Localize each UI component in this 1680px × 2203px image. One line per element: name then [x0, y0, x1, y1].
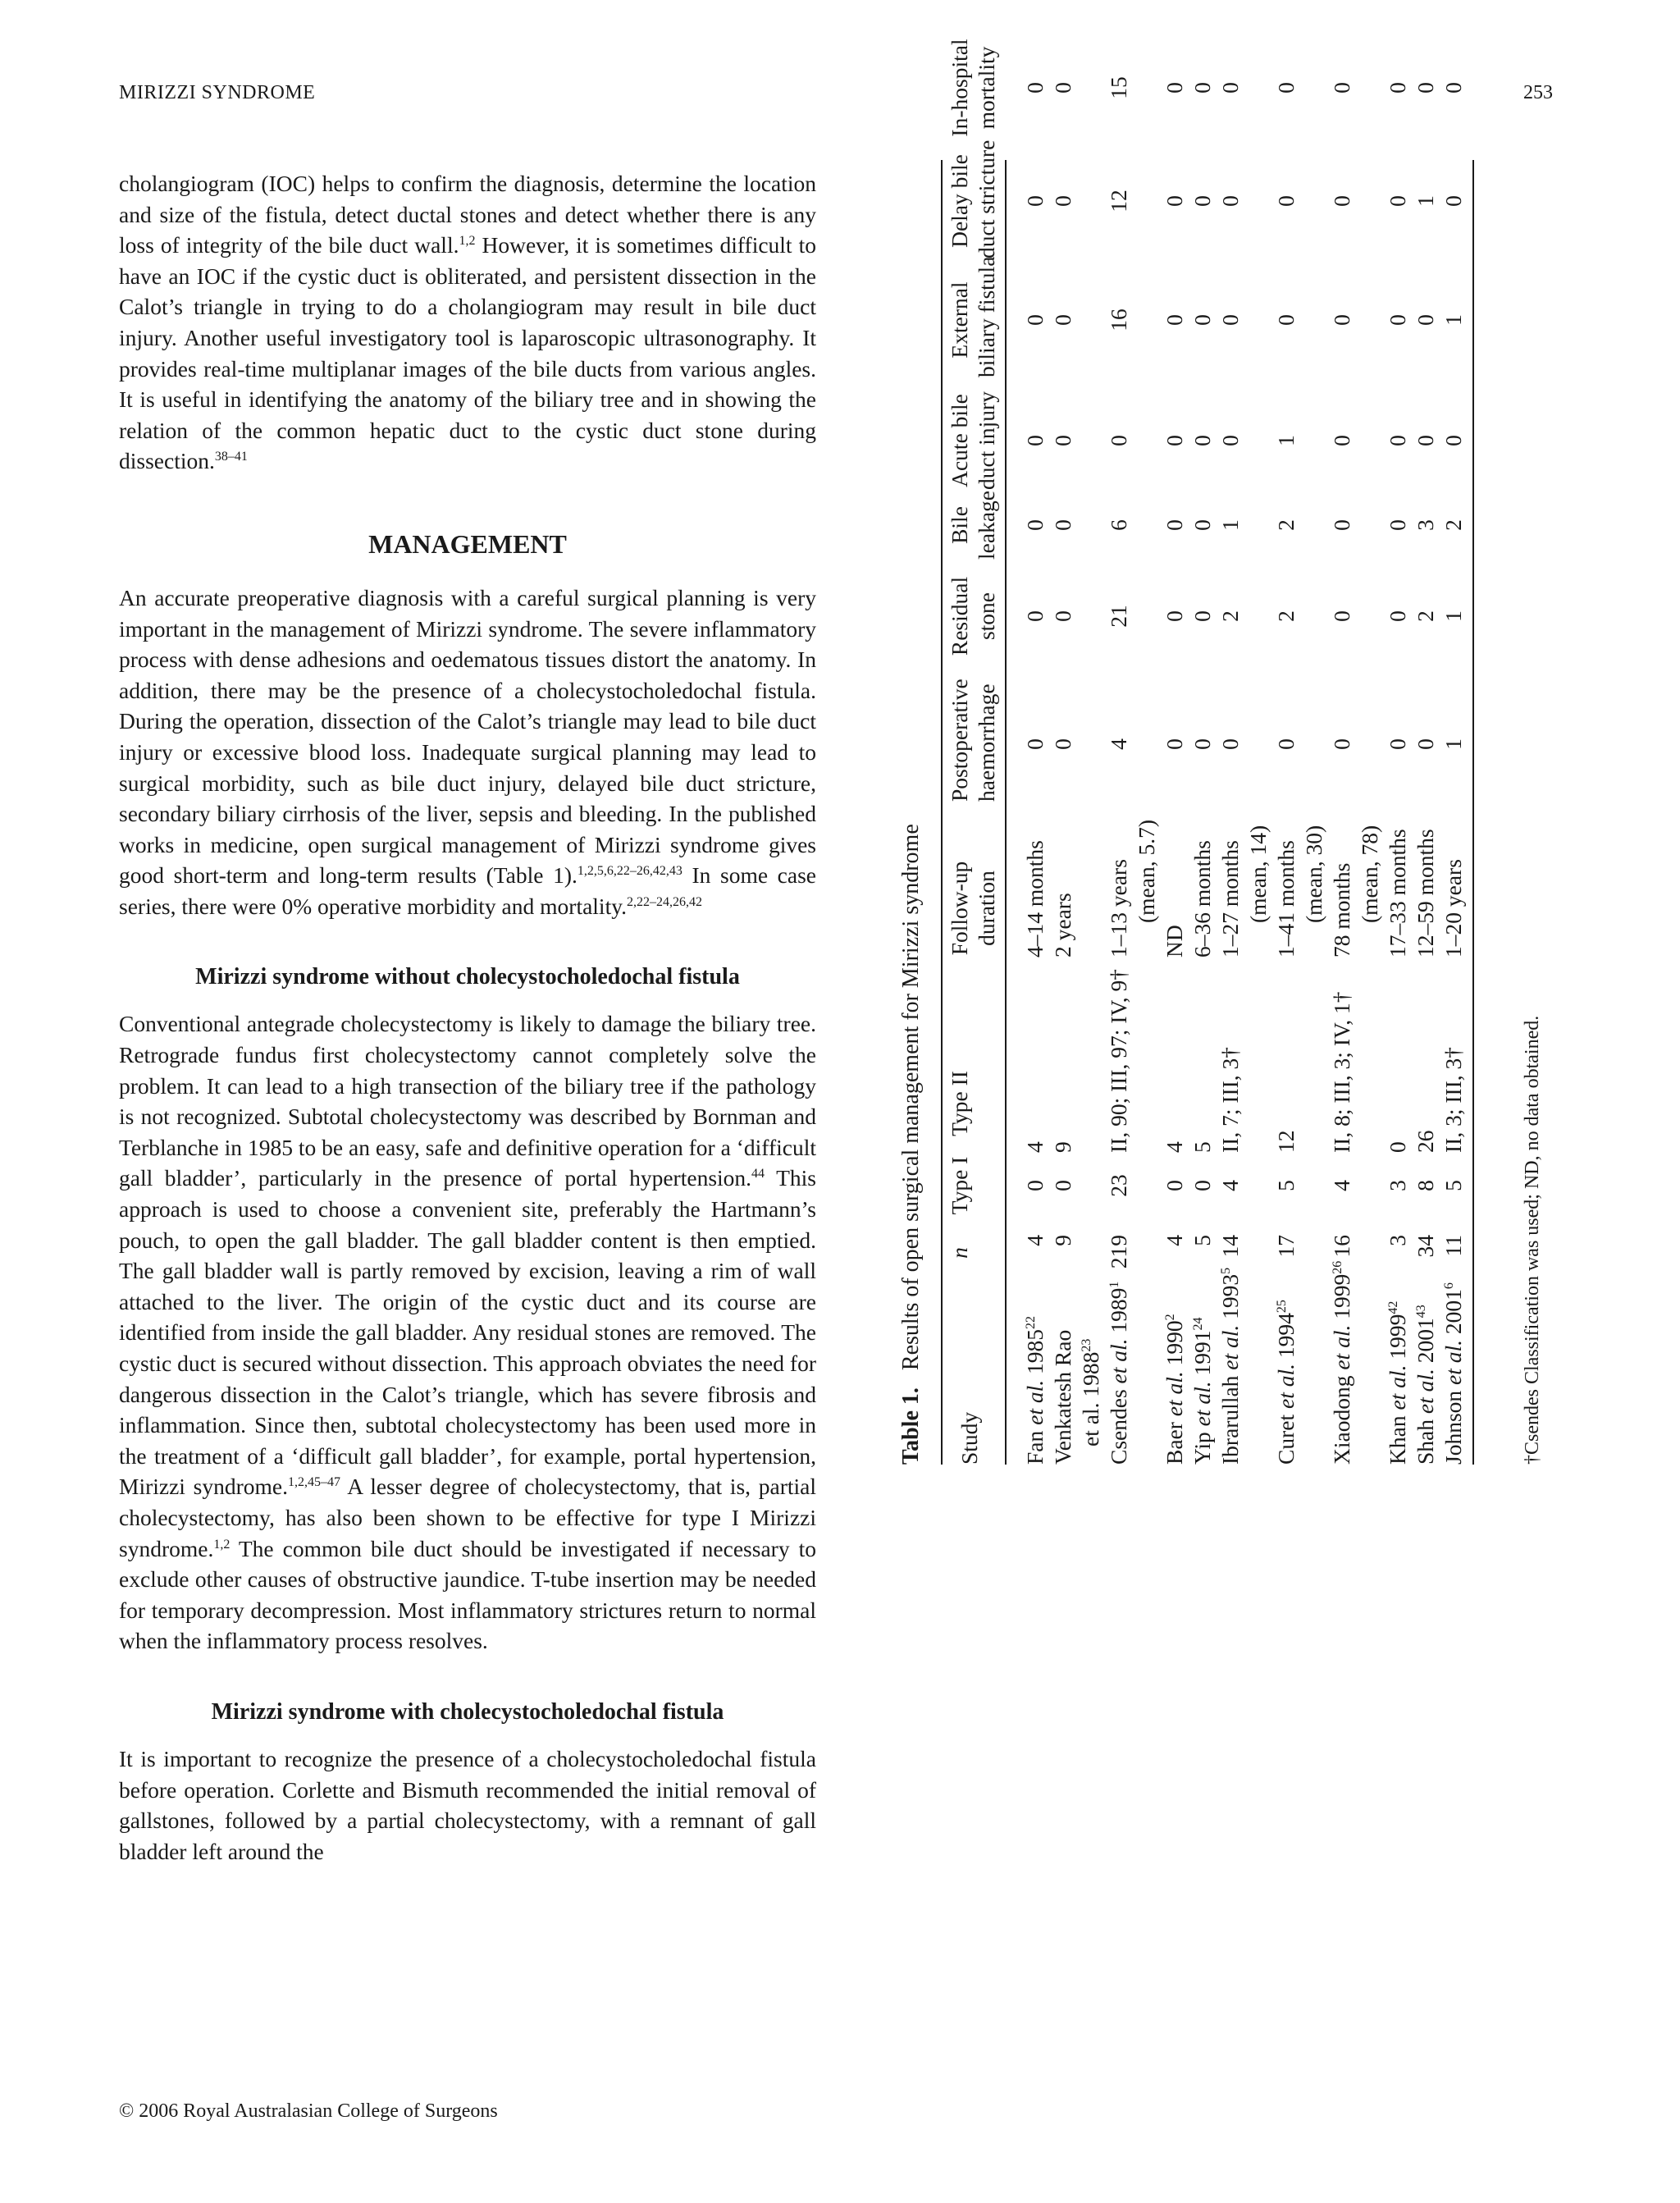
cell-type2: II, 8; III, 3; IV, 1† — [1329, 991, 1354, 1153]
cell-leak: 2 — [1273, 519, 1299, 531]
cell-stone: 1 — [1440, 610, 1466, 622]
cell-injury: 0 — [1162, 435, 1187, 446]
cell-haem: 4 — [1106, 738, 1131, 750]
cell-n: 17 — [1273, 1235, 1299, 1258]
table-top-rule — [941, 160, 943, 1465]
cell-mortality: 0 — [1022, 82, 1048, 94]
cell-stricture: 0 — [1217, 195, 1243, 207]
cell-stone: 0 — [1022, 610, 1048, 622]
cell-type2: 4 — [1162, 1141, 1187, 1153]
cell-leak: 0 — [1050, 519, 1075, 531]
cell-n: 9 — [1050, 1235, 1075, 1246]
col-header-postoperative-haemorrhage: Postoperative haemorrhage — [947, 679, 999, 802]
cell-type1: 4 — [1329, 1180, 1354, 1191]
cell-stricture: 0 — [1050, 195, 1075, 207]
cell-injury: 1 — [1273, 435, 1299, 446]
section-heading-management: MANAGEMENT — [368, 528, 567, 559]
cell-type1: 3 — [1385, 1180, 1410, 1191]
cell-haem: 0 — [1385, 738, 1410, 750]
cell-haem: 0 — [1050, 738, 1075, 750]
cell-fu1: 1–41 months — [1273, 840, 1299, 958]
cell-stricture: 0 — [1329, 195, 1354, 207]
cell-injury: 0 — [1217, 435, 1243, 446]
col-header-study: Study — [956, 1411, 982, 1465]
cell-leak: 0 — [1329, 519, 1354, 531]
cell-fistula: 0 — [1189, 314, 1215, 326]
cell-fistula: 0 — [1273, 314, 1299, 326]
table-header-rule — [1005, 160, 1007, 1465]
cell-type1: 5 — [1273, 1180, 1299, 1191]
cell-haem: 0 — [1162, 738, 1187, 750]
cell-stricture: 12 — [1106, 190, 1131, 213]
cell-n: 3 — [1385, 1235, 1410, 1246]
cell-fistula: 0 — [1413, 314, 1438, 326]
cell-fistula: 16 — [1106, 309, 1131, 331]
cell-leak: 0 — [1162, 519, 1187, 531]
cell-stone: 21 — [1106, 605, 1131, 628]
cell-haem: 0 — [1329, 738, 1354, 750]
cell-fistula: 0 — [1050, 314, 1075, 326]
cell-type2: II, 90; III, 97; IV, 9† — [1106, 968, 1131, 1153]
cell-fistula: 0 — [1217, 314, 1243, 326]
cell-haem: 0 — [1022, 738, 1048, 750]
cell-type2: 9 — [1050, 1141, 1075, 1153]
cell-n: 4 — [1162, 1235, 1187, 1246]
cell-mortality: 0 — [1273, 82, 1299, 94]
cell-type1: 23 — [1106, 1174, 1131, 1197]
col-header-residual-stone: Residual stone — [947, 576, 999, 656]
cell-stone: 0 — [1162, 610, 1187, 622]
cell-leak: 3 — [1413, 519, 1438, 531]
cell-mortality: 0 — [1217, 82, 1243, 94]
col-header-delay-bile-duct-stricture: Delay bile duct stricture — [947, 139, 999, 258]
cell-stone: 2 — [1413, 610, 1438, 622]
cell-n: 219 — [1106, 1235, 1131, 1269]
cell-injury: 0 — [1329, 435, 1354, 446]
cell-type2: 12 — [1273, 1130, 1299, 1153]
study-cell: Fan et al. 1985$^{22}$ — [1022, 1316, 1048, 1465]
cell-type1: 0 — [1162, 1180, 1187, 1191]
cell-stricture: 0 — [1385, 195, 1410, 207]
cell-mortality: 0 — [1329, 82, 1354, 94]
cell-fu1: 1–27 months — [1217, 840, 1243, 958]
cell-leak: 6 — [1106, 519, 1131, 531]
running-head: MIRIZZI SYNDROME — [119, 82, 316, 103]
cell-type1: 5 — [1440, 1180, 1466, 1191]
study-cell: Curet et al. 1994$^{25}$ — [1273, 1300, 1299, 1465]
cell-injury: 0 — [1413, 435, 1438, 446]
cell-fu1: 6–36 months — [1189, 840, 1215, 958]
cell-fistula: 0 — [1022, 314, 1048, 326]
cell-type2: II, 3; III, 3† — [1440, 1046, 1466, 1153]
cell-n: 14 — [1217, 1235, 1243, 1258]
cell-type1: 8 — [1413, 1180, 1438, 1191]
cell-mortality: 15 — [1106, 76, 1131, 99]
cell-fu1: 4–14 months — [1022, 840, 1048, 958]
cell-type1: 0 — [1050, 1180, 1075, 1191]
study-cell-continued: et al. 1988$^{23}$ — [1078, 1338, 1103, 1447]
study-cell: Csendes et al. 1989$^1$ — [1106, 1281, 1131, 1465]
paragraph-without-fistula: Conventional antegrade cholecystectomy is likely to damage the biliary tree. Retrograde fundus first cholecystectomy cannot completely solve the problem. It can lead to a high transection of the biliary tree if the pathology is not recognized. Subtotal cholecystectomy was described by Bornman and Terblanche in 1985 to be an easy, safe and definitive operation for a ‘difficult gall bladder’, particularly in the presence of portal hypertension.$^{44}$ This approach is used to choose a convenient site, preferably the Hartmann’s pouch, to open the gall bladder. The gall bladder content is then emptied. The gall bladder wall is partly removed by excision, leaving a rim of wall attached to the liver. The origin of the cystic duct and its course are identified from inside the gall bladder. Any residual stones are removed. The cystic duct is secured without dissection. This approach obviates the need for dangerous dissection in the Calot’s triangle, which has severe fibrosis and inflammation. Since then, subtotal cholecystectomy has been used more in the treatment of a ‘difficult gall bladder’, for example, portal hypertension, Mirizzi syndrome.$^{1,2,45-47}$ A lesser degree of cholecystectomy, that is, partial cholecystectomy, has also been shown to be effective for type I Mirizzi syndrome.$^{1,2}$ The common bile duct should be investigated if necessary to exclude other causes of obstructive jaundice. T-tube insertion may be needed for temporary decompression. Most inflammatory strictures return to normal when the inflammatory process resolves. — [119, 1011, 816, 1654]
cell-fu1: 1–13 years — [1106, 859, 1131, 958]
cell-injury: 0 — [1440, 435, 1466, 446]
cell-leak: 0 — [1022, 519, 1048, 531]
cell-fu1: 17–33 months — [1385, 829, 1410, 958]
cell-haem: 1 — [1440, 738, 1466, 750]
cell-fu1: 2 years — [1050, 893, 1075, 958]
cell-leak: 2 — [1440, 519, 1466, 531]
study-cell: Shah et al. 2001$^{43}$ — [1413, 1305, 1438, 1465]
cell-stricture: 1 — [1413, 195, 1438, 207]
col-header-external-biliary-fistula: External biliary fistula — [947, 256, 999, 377]
cell-stone: 2 — [1217, 610, 1243, 622]
cell-stricture: 0 — [1022, 195, 1048, 207]
table-footnote: †Csendes Classification was used; ND, no data obtained. — [1522, 1015, 1543, 1465]
cell-haem: 0 — [1189, 738, 1215, 750]
cell-mortality: 0 — [1413, 82, 1438, 94]
study-cell: Venkatesh Rao — [1050, 1329, 1075, 1465]
cell-injury: 0 — [1106, 435, 1131, 446]
subheading-with-fistula: Mirizzi syndrome with cholecystocholedochal fistula — [211, 1698, 724, 1725]
cell-stone: 2 — [1273, 610, 1299, 622]
cell-fu2: (mean, 30) — [1301, 825, 1326, 923]
cell-fu1: 1–20 years — [1440, 859, 1466, 958]
cell-n: 5 — [1189, 1235, 1215, 1246]
cell-type1: 0 — [1189, 1180, 1215, 1191]
cell-stricture: 0 — [1189, 195, 1215, 207]
cell-type1: 4 — [1217, 1180, 1243, 1191]
cell-leak: 1 — [1217, 519, 1243, 531]
cell-stone: 0 — [1189, 610, 1215, 622]
cell-n: 4 — [1022, 1235, 1048, 1246]
left-column — [119, 168, 816, 1867]
cell-leak: 0 — [1189, 519, 1215, 531]
cell-mortality: 0 — [1385, 82, 1410, 94]
cell-fu2: (mean, 5.7) — [1134, 820, 1159, 923]
cell-stone: 0 — [1385, 610, 1410, 622]
cell-injury: 0 — [1189, 435, 1215, 446]
cell-fistula: 0 — [1385, 314, 1410, 326]
cell-stricture: 0 — [1273, 195, 1299, 207]
study-cell: Ibrarullah et al. 1993$^5$ — [1217, 1267, 1243, 1465]
col-header-in-hospital-mortality: In-hospital mortality — [947, 39, 999, 137]
table-bottom-rule — [1472, 160, 1474, 1465]
col-header-type-1: Type I — [947, 1156, 972, 1215]
cell-type2: 4 — [1022, 1141, 1048, 1153]
table-caption: Table 1. Results of open surgical management for Mirizzi syndrome — [898, 824, 924, 1465]
copyright-footer: © 2006 Royal Australasian College of Surgeons — [119, 2100, 498, 2122]
study-cell: Yip et al. 1991$^{24}$ — [1189, 1317, 1215, 1465]
cell-fistula: 0 — [1329, 314, 1354, 326]
col-header-follow-up: Follow-up duration — [947, 861, 999, 956]
cell-injury: 0 — [1385, 435, 1410, 446]
cell-leak: 0 — [1385, 519, 1410, 531]
cell-haem: 0 — [1217, 738, 1243, 750]
col-header-type-2: Type II — [947, 1071, 972, 1136]
cell-fistula: 1 — [1440, 314, 1466, 326]
paragraph-management: An accurate preoperative diagnosis with a careful surgical planning is very important in the management of Mirizzi syndrome. The severe inflammatory process with dense adhesions and oedematous tissues distort the anatomy. In addition, there may be the presence of a cholecystocholedochal fistula. During the operation, dissection of the Calot’s triangle may lead to bile duct injury or excessive blood loss. Inadequate surgical planning may lead to surgical morbidity, such as bile duct injury, delayed bile duct stricture, secondary biliary cirrhosis of the liver, sepsis and bleeding. In the published works in medicine, open surgical management of Mirizzi syndrome gives good short-term and long-term results (Table 1).$^{1,2,5,6,22-26,42,43}$ In some case series, there were 0% operative morbidity and mortality.$^{2,22-24,26,42}$ — [119, 584, 816, 919]
cell-mortality: 0 — [1050, 82, 1075, 94]
cell-injury: 0 — [1022, 435, 1048, 446]
paragraph-ioc: cholangiogram (IOC) helps to confirm the diagnosis, determine the location and size of the fistula, detect ductal stones and detect whether there is any loss of integrity of the bile duct wall.$^{1,2}$ However, it is sometimes difficult to have an IOC if the cystic duct is obliterated, and persistent dissection in the Calot’s triangle in trying to do a cholangiogram may result in bile duct injury. Another useful investigatory tool is laparoscopic ultrasonography. It provides real-time multiplanar images of the bile ducts from various angles. It is useful in identifying the anatomy of the biliary tree and in showing the relation of the common hepatic duct to the cystic duct stone during dissection.$^{38-41}$ — [119, 171, 816, 474]
cell-n: 16 — [1329, 1235, 1354, 1258]
study-cell: Baer et al. 1990$^2$ — [1162, 1314, 1187, 1465]
cell-haem: 0 — [1273, 738, 1299, 750]
col-header-n: n — [947, 1247, 972, 1259]
col-header-acute-bile-duct-injury: Acute bile duct injury — [947, 391, 999, 490]
cell-stricture: 0 — [1162, 195, 1187, 207]
cell-fu1: ND — [1162, 925, 1187, 958]
cell-mortality: 0 — [1162, 82, 1187, 94]
cell-mortality: 0 — [1189, 82, 1215, 94]
cell-type2: II, 7; III, 3† — [1217, 1046, 1243, 1153]
study-cell: Xiaodong et al. 1999$^{26}$ — [1329, 1260, 1354, 1465]
study-cell: Khan et al. 1999$^{42}$ — [1385, 1300, 1410, 1465]
cell-fu2: (mean, 14) — [1245, 825, 1271, 923]
cell-stricture: 0 — [1440, 195, 1466, 207]
cell-injury: 0 — [1050, 435, 1075, 446]
cell-n: 34 — [1413, 1235, 1438, 1258]
cell-fistula: 0 — [1162, 314, 1187, 326]
cell-stone: 0 — [1050, 610, 1075, 622]
page-number: 253 — [1523, 82, 1553, 103]
study-cell: Johnson et al. 2001$^6$ — [1440, 1282, 1466, 1465]
cell-fu1: 12–59 months — [1413, 829, 1438, 958]
cell-type1: 0 — [1022, 1180, 1048, 1191]
cell-fu1: 78 months — [1329, 862, 1354, 958]
cell-type2: 26 — [1413, 1130, 1438, 1153]
cell-mortality: 0 — [1440, 82, 1466, 94]
cell-stone: 0 — [1329, 610, 1354, 622]
cell-type2: 0 — [1385, 1141, 1410, 1153]
cell-n: 11 — [1440, 1235, 1466, 1257]
cell-haem: 0 — [1413, 738, 1438, 750]
paragraph-with-fistula: It is important to recognize the presence of a cholecystocholedochal fistula before operation. Corlette and Bismuth recommended the initial removal of gallstones, followed by a partial cholecystectomy, with a remnant of gall bladder left around the — [119, 1745, 816, 1864]
subheading-without-fistula: Mirizzi syndrome without cholecystocholedochal fistula — [195, 964, 740, 990]
col-header-bile-leakage: Bile leakage — [947, 491, 999, 560]
cell-type2: 5 — [1189, 1141, 1215, 1153]
cell-fu2: (mean, 78) — [1357, 825, 1382, 923]
